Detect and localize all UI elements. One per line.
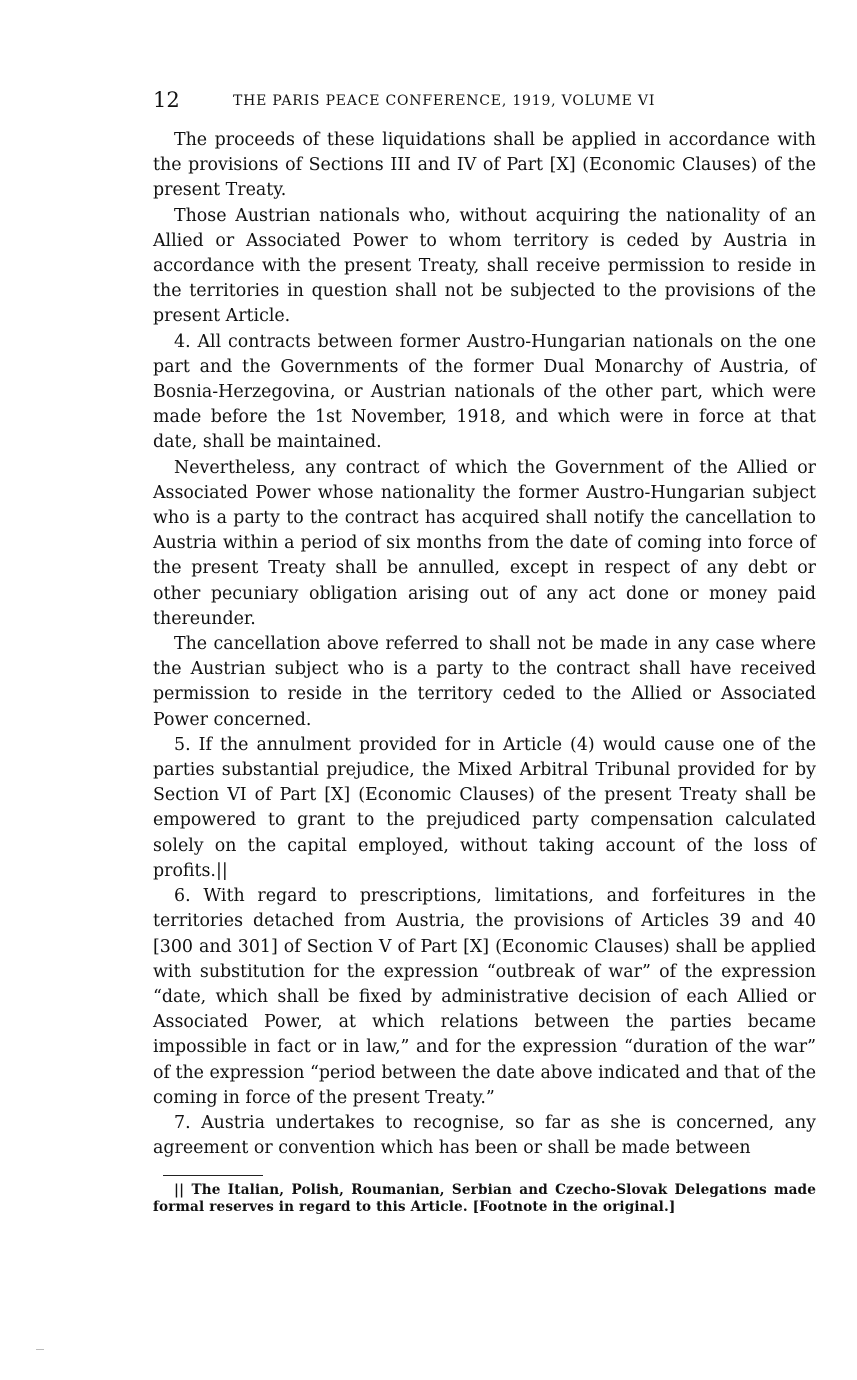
running-head: THE PARIS PEACE CONFERENCE, 1919, VOLUME VI bbox=[233, 93, 656, 109]
page-header bbox=[153, 86, 816, 114]
scan-edge-mark bbox=[36, 1349, 44, 1350]
paragraph-article-5: 5. If the annulment provided for in Article (4) would cause one of the parties substantial prejudice, the Mixed Arbitral Tribunal provided for by Section VI of Part [X] (Economic Clauses) of the present Treaty shall be empowered to grant to the prejudiced party compensation calculated solely on the capital employed, without taking account of the loss of profits.|| bbox=[153, 734, 816, 881]
footnote-divider bbox=[163, 1175, 263, 1176]
paragraph-liquidation-proceeds: The proceeds of these liquidations shall be applied in accordance with the provisions of Sections III and IV of Part [X] (Economic Clauses) of the present Treaty. bbox=[153, 130, 816, 201]
paragraph-cancellation-exception: The cancellation above referred to shall not be made in any case where the Austrian subject who is a party to the contract shall have received permission to reside in the territory ceded to the Allied or Associated Power concerned. bbox=[153, 634, 816, 730]
body-text bbox=[153, 128, 816, 1161]
paragraph-austrian-nationals: Those Austrian nationals who, without acquiring the nationality of an Allied or Associated Power to whom territory is ceded by Austria in accordance with the present Treaty, shall receive permission to reside in the territories in question shall not be subjected to the provisions of the present Article. bbox=[153, 205, 816, 327]
paragraph-article-6: 6. With regard to prescriptions, limitations, and forfeitures in the territories detached from Austria, the provisions of Articles 39 and 40 [300 and 301] of Section V of Part [X] (Economic Clauses) shall be applied with substitution for the expression “outbreak of war” of the expression “date, which shall be fixed by administrative decision of each Allied or Associated Power, at which relations between the parties became impossible in fact or in law,” and for the expression “duration of the war” of the expression “period between the date above indicated and that of the coming in force of the present Treaty.” bbox=[153, 886, 816, 1108]
footnote: || The Italian, Polish, Roumanian, Serbian and Czecho-Slovak Delegations made formal reserves in regard to this Article. [Footnote in the original.] bbox=[153, 1182, 816, 1215]
paragraph-contract-annulment: Nevertheless, any contract of which the Government of the Allied or Associated Power whose nationality the former Austro-Hungarian subject who is a party to the contract has acquired shall notify the cancellation to Austria within a period of six months from the date of coming into force of the present Treaty shall be annulled, except in respect of any debt or other pecuniary obligation arising out of any act done or money paid thereunder. bbox=[153, 457, 816, 629]
page-number: 12 bbox=[153, 88, 180, 112]
document-page bbox=[153, 86, 816, 1215]
paragraph-article-7: 7. Austria undertakes to recognise, so far as she is concerned, any agreement or convention which has been or shall be made between bbox=[153, 1112, 816, 1159]
paragraph-article-4: 4. All contracts between former Austro-Hungarian nationals on the one part and the Governments of the former Dual Monarchy of Austria, of Bosnia-Herzegovina, or Austrian nationals of the other part, which were made before the 1st November, 1918, and which were in force at that date, shall be maintained. bbox=[153, 331, 816, 453]
